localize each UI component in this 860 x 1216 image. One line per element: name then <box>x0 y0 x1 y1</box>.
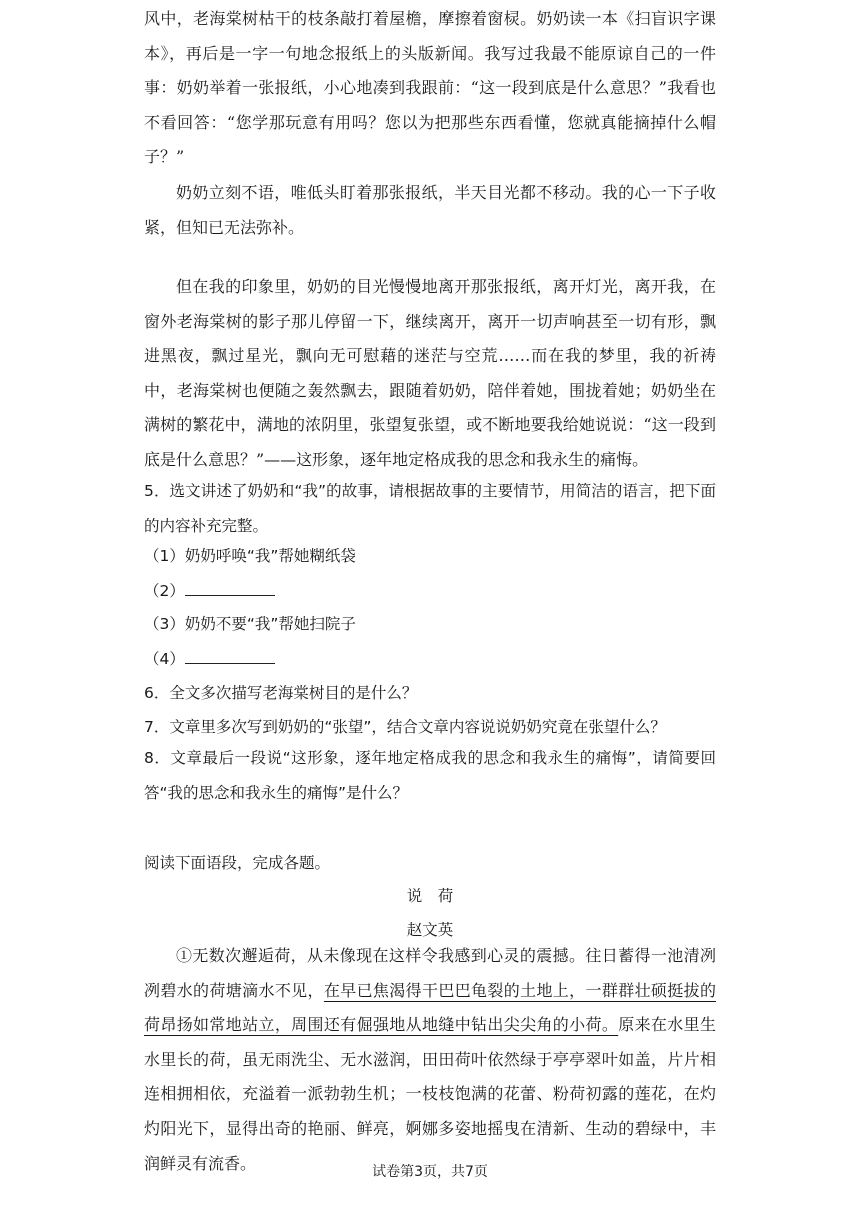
article-author: 赵文英 <box>406 921 454 939</box>
answer-blank-4[interactable] <box>185 649 275 664</box>
passage1-paragraph-1: 风中，老海棠树枯干的枝条敲打着屋檐，摩擦着窗棂。奶奶读一本《扫盲识字课本》，再后是一字一句地念报纸上的头版新闻。我写过我最不能原谅自己的一件事：奶奶举着一张报纸，小心地凑到我跟前：“这一段到底是什么意思？”我看也不看回答：“您学那玩意有用吗？您以为把那些东西看懂，您就真能摘掉什么帽子？” <box>144 9 716 167</box>
question-5-item-3: （3）奶奶不要“我”帮她扫院子 <box>144 615 356 633</box>
reading-instruction: 阅读下面语段，完成各题。 <box>144 854 331 872</box>
question-8: 8．文章最后一段说“这形象，逐年地定格成我的思念和我永生的痛悔”，请简要回答“我的思念和我永生的痛悔”是什么？ <box>144 749 716 802</box>
passage2-text-a: ①无数次邂逅荷，从未像现在这样令我感到心灵的震撼。往日蓄得一池清冽冽碧水的荷塘滴水不见， <box>144 946 716 1000</box>
page-footer: 试卷第3页，共7页 <box>372 1164 488 1180</box>
underlined-sentence: 在早已焦渴得干巴巴龟裂的土地上，一群群壮硕挺拔的荷昂扬如常地站立，周围还有倔强地从地缝中钻出尖尖角的小荷。 <box>144 980 716 1035</box>
question-6: 6．全文多次描写老海棠树目的是什么？ <box>144 684 418 702</box>
item-4-label: （4） <box>144 650 185 668</box>
question-7: 7．文章里多次写到奶奶的“张望”，结合文章内容说说奶奶究竟在张望什么？ <box>144 718 666 736</box>
answer-blank-2[interactable] <box>185 581 275 596</box>
question-5-item-4 <box>144 649 275 669</box>
passage1-paragraph-3: 但在我的印象里，奶奶的目光慢慢地离开那张报纸，离开灯光，离开我，在窗外老海棠树的影子那儿停留一下，继续离开，离开一切声响甚至一切有形，飘进黑夜，飘过星光，飘向无可慰藉的迷茫与空荒……而在我的梦里，我的祈祷中，老海棠树也便随之轰然飘去，跟随着奶奶，陪伴着她，围拢着她；奶奶坐在满树的繁花中，满地的浓阴里，张望复张望，或不断地要我给她说说：“这一段到底是什么意思？”——这形象，逐年地定格成我的思念和我永生的痛悔。 <box>144 277 716 469</box>
item-2-label: （2） <box>144 582 185 600</box>
passage2-text-b: 原来在水里生水里长的荷，虽无雨洗尘、无水滋润，田田荷叶依然绿于亭亭翠叶如盖，片片相连相拥相依，充溢着一派勃勃生机；一枝枝饱满的花蕾、粉荷初露的莲花，在灼灼阳光下，显得出奇的艳丽、鲜亮，婀娜多姿地摇曳在清新、生动的碧绿中，丰润鲜灵有流香。 <box>144 1015 716 1173</box>
passage1-paragraph-2: 奶奶立刻不语，唯低头盯着那张报纸，半天目光都不移动。我的心一下子收紧，但知已无法弥补。 <box>144 183 716 237</box>
passage2-paragraph-1 <box>144 939 716 1181</box>
question-5: 5．选文讲述了奶奶和“我”的故事，请根据故事的主要情节，用简洁的语言，把下面的内容补充完整。 <box>144 482 716 535</box>
question-5-item-1: （1）奶奶呼唤“我”帮她糊纸袋 <box>144 547 356 565</box>
article-title: 说 荷 <box>406 887 454 905</box>
question-5-item-2 <box>144 581 275 601</box>
